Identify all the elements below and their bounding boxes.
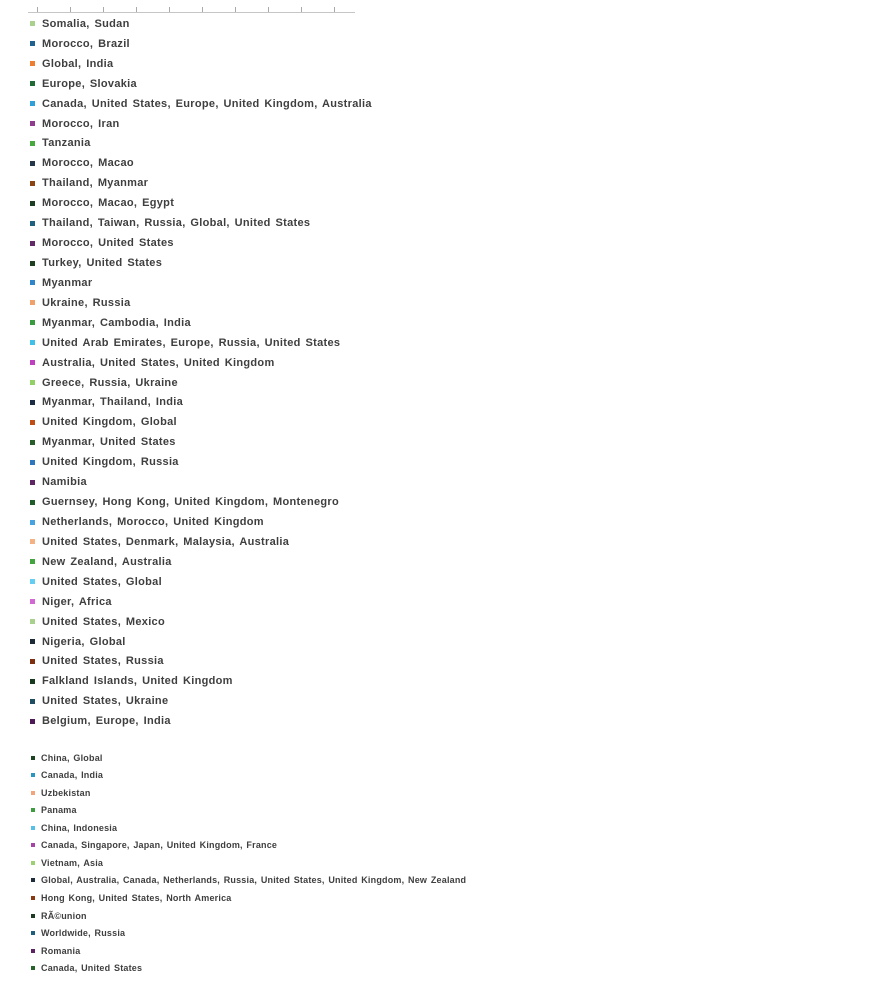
- legend-label: Netherlands, Morocco, United Kingdom: [42, 516, 264, 528]
- legend-swatch: [30, 599, 35, 604]
- legend-label: Canada, India: [41, 770, 104, 781]
- legend-item: [31, 749, 466, 767]
- legend-swatch: [30, 539, 35, 544]
- legend-swatch: [30, 460, 35, 465]
- legend-swatch: [30, 520, 35, 525]
- legend-item: [30, 253, 372, 273]
- legend-swatch: [30, 400, 35, 405]
- legend-label: Australia, United States, United Kingdom: [42, 356, 275, 369]
- legend-item: [31, 889, 466, 907]
- legend-label: Turkey, United States: [42, 257, 163, 270]
- legend-label: Myanmar, United States: [42, 436, 176, 449]
- chart-x-axis: [28, 7, 355, 13]
- legend-swatch: [31, 896, 35, 900]
- legend-item: [30, 134, 372, 154]
- legend-swatch: [30, 579, 35, 584]
- legend-item: [31, 854, 466, 872]
- legend-swatch: [31, 808, 35, 812]
- legend-swatch: [30, 500, 35, 505]
- legend-item: [30, 74, 372, 94]
- legend-swatch: [31, 878, 35, 882]
- legend-item: [30, 512, 372, 532]
- legend-item: [30, 592, 372, 612]
- legend-label: Myanmar, Thailand, India: [42, 396, 184, 409]
- legend-item: [31, 942, 466, 960]
- legend-label: United Arab Emirates, Europe, Russia, United States: [42, 336, 341, 349]
- legend-item: [30, 353, 372, 373]
- legend-swatch: [30, 480, 35, 485]
- legend-item: [30, 552, 372, 572]
- legend-swatch: [30, 679, 35, 684]
- legend-swatch: [30, 201, 35, 206]
- legend-item: [30, 711, 372, 731]
- legend-item: [31, 924, 466, 942]
- legend-item: [30, 233, 372, 253]
- legend-label: Worldwide, Russia: [41, 928, 126, 939]
- legend-label: Morocco, United States: [42, 237, 174, 250]
- legend-label: China, Indonesia: [41, 822, 118, 833]
- legend-item: [30, 293, 372, 313]
- legend-item: [30, 472, 372, 492]
- legend-label: Morocco, Macao, Egypt: [42, 197, 175, 210]
- legend-swatch: [31, 966, 35, 970]
- legend-item: [30, 612, 372, 632]
- legend-item: [30, 333, 372, 353]
- legend-item: [31, 959, 466, 977]
- legend-label: Romania: [41, 945, 81, 956]
- legend-item: [30, 393, 372, 413]
- legend-swatch: [30, 380, 35, 385]
- legend-swatch: [30, 181, 35, 186]
- legend-item: [31, 767, 466, 785]
- legend-label: Morocco, Brazil: [42, 37, 130, 50]
- legend-label: Guernsey, Hong Kong, United Kingdom, Montenegro: [42, 496, 339, 509]
- legend-label: Ukraine, Russia: [42, 296, 131, 309]
- legend-swatch: [30, 619, 35, 624]
- legend-swatch: [30, 261, 35, 266]
- legend-item: [31, 872, 466, 890]
- legend-swatch: [30, 61, 35, 66]
- legend-item: [30, 273, 372, 293]
- legend-swatch: [30, 699, 35, 704]
- legend-label: United Kingdom, Russia: [42, 456, 179, 469]
- legend-swatch: [31, 914, 35, 918]
- legend-swatch: [30, 440, 35, 445]
- legend-label: Global, India: [42, 57, 114, 70]
- legend-swatch: [30, 559, 35, 564]
- legend-item: [30, 691, 372, 711]
- legend-item: [30, 373, 372, 393]
- legend-label: Uzbekistan: [41, 787, 91, 798]
- legend-swatch: [31, 843, 35, 847]
- legend-swatch: [31, 756, 35, 760]
- legend-item: [30, 572, 372, 592]
- legend-item: [31, 907, 466, 925]
- legend-label: Somalia, Sudan: [42, 17, 130, 30]
- legend-item: [30, 671, 372, 691]
- legend-item: [30, 652, 372, 672]
- legend-swatch: [30, 639, 35, 644]
- legend-group-primary: [30, 14, 372, 731]
- legend-item: [30, 173, 372, 193]
- legend-swatch: [30, 141, 35, 146]
- legend-swatch: [30, 340, 35, 345]
- legend-label: China, Global: [41, 752, 103, 763]
- legend-label: Falkland Islands, United Kingdom: [42, 675, 233, 688]
- legend-label: Myanmar, Cambodia, India: [42, 316, 191, 329]
- legend-label: Nigeria, Global: [42, 635, 126, 648]
- legend-item: [30, 432, 372, 452]
- legend-label: Thailand, Taiwan, Russia, Global, United States: [42, 217, 311, 230]
- legend-label: Niger, Africa: [42, 595, 112, 608]
- legend-swatch: [30, 320, 35, 325]
- legend-item: [30, 14, 372, 34]
- legend-item: [30, 193, 372, 213]
- legend-swatch: [31, 949, 35, 953]
- legend-item: [30, 34, 372, 54]
- legend-label: Panama: [41, 805, 77, 816]
- legend-label: Myanmar: [42, 276, 93, 289]
- legend-item: [30, 153, 372, 173]
- legend-group-secondary: [31, 749, 466, 977]
- legend-swatch: [30, 280, 35, 285]
- legend-swatch: [30, 161, 35, 166]
- legend-item: [30, 54, 372, 74]
- legend-swatch: [31, 826, 35, 830]
- legend-label: United States, Mexico: [42, 615, 165, 628]
- legend-swatch: [30, 300, 35, 305]
- legend-label: United Kingdom, Global: [42, 416, 177, 429]
- legend-label: New Zealand, Australia: [42, 555, 172, 568]
- legend-label: Belgium, Europe, India: [42, 715, 171, 728]
- legend-label: United States, Global: [42, 575, 162, 588]
- legend-item: [30, 94, 372, 114]
- legend-item: [30, 213, 372, 233]
- legend-label: Canada, Singapore, Japan, United Kingdom, France: [41, 840, 278, 851]
- legend-label: Greece, Russia, Ukraine: [42, 376, 178, 389]
- legend-label: Global, Australia, Canada, Netherlands, Russia, United States, United Kingdom, New Zealand: [41, 875, 467, 886]
- legend-label: United States, Russia: [42, 655, 164, 668]
- legend-item: [31, 802, 466, 820]
- legend-item: [30, 114, 372, 134]
- legend-label: Canada, United States, Europe, United Kingdom, Australia: [42, 97, 372, 110]
- legend-label: United States, Denmark, Malaysia, Australia: [42, 535, 290, 548]
- legend-swatch: [31, 773, 35, 777]
- legend-item: [30, 532, 372, 552]
- legend-label: Canada, United States: [41, 963, 143, 974]
- legend-label: United States, Ukraine: [42, 695, 169, 708]
- legend-item: [30, 412, 372, 432]
- legend-swatch: [30, 659, 35, 664]
- legend-label: Thailand, Myanmar: [42, 177, 149, 190]
- legend-item: [30, 313, 372, 333]
- legend-label: Europe, Slovakia: [42, 77, 137, 90]
- legend-label: Morocco, Iran: [42, 117, 120, 130]
- legend-label: Hong Kong, United States, North America: [41, 893, 232, 904]
- legend-swatch: [31, 861, 35, 865]
- legend-item: [31, 819, 466, 837]
- legend-swatch: [30, 241, 35, 246]
- legend-label: Morocco, Macao: [42, 157, 134, 170]
- legend-swatch: [30, 21, 35, 26]
- legend-swatch: [30, 719, 35, 724]
- legend-item: [30, 632, 372, 652]
- legend-swatch: [30, 41, 35, 46]
- legend-swatch: [30, 121, 35, 126]
- legend-swatch: [31, 791, 35, 795]
- legend-swatch: [30, 360, 35, 365]
- legend-swatch: [30, 221, 35, 226]
- legend-swatch: [30, 101, 35, 106]
- legend-item: [31, 837, 466, 855]
- legend-label: RÃ©union: [41, 910, 87, 921]
- legend-item: [30, 452, 372, 472]
- legend-label: Tanzania: [42, 137, 91, 150]
- legend-swatch: [30, 81, 35, 86]
- legend-item: [30, 492, 372, 512]
- legend-label: Namibia: [42, 476, 87, 489]
- legend-swatch: [31, 931, 35, 935]
- legend-item: [31, 784, 466, 802]
- legend-label: Vietnam, Asia: [41, 857, 104, 868]
- legend-swatch: [30, 420, 35, 425]
